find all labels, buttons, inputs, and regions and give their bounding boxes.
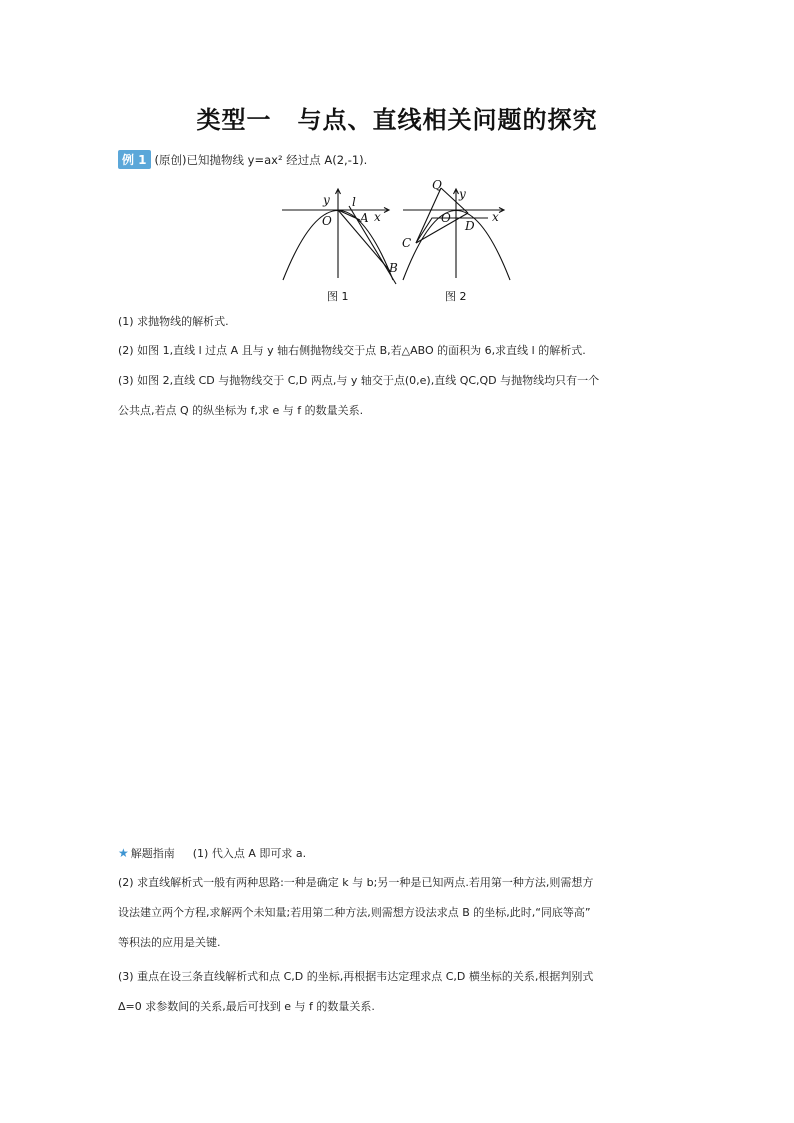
fig1-label-B: B (389, 261, 398, 275)
guide-heading-row (118, 845, 306, 861)
fig2-line-qc (416, 188, 441, 243)
question-2: (2) 如图 1,直线 l 过点 A 且与 y 轴右侧抛物线交于点 B,若△ABO 的面积为 6,求直线 l 的解析式. (118, 344, 586, 357)
fig2-label-Q: Q (432, 178, 442, 192)
example-badge: 例 1 (118, 150, 151, 169)
fig1-label-y: y (323, 193, 330, 207)
guide-line: (2) 求直线解析式一般有两种思路:一种是确定 k 与 b;另一种是已知两点.若用第一种方法,则需想方 (118, 876, 594, 889)
question-3: (3) 如图 2,直线 CD 与抛物线交于 C,D 两点,与 y 轴交于点(0,e),直线 QC,QD 与抛物线均只有一个 (118, 374, 600, 387)
fig2-label-C: C (402, 236, 412, 250)
fig2-label-O: O (441, 211, 451, 225)
fig2-caption: 图 2 (445, 290, 467, 303)
section-title-topic: 与点、直线相关问题的探究 (297, 106, 598, 134)
guide-line: (3) 重点在设三条直线解析式和点 C,D 的坐标,再根据韦达定理求点 C,D 横坐标的关系,根据判别式 (118, 970, 594, 983)
fig1-caption: 图 1 (327, 290, 349, 303)
question-1: (1) 求抛物线的解析式. (118, 315, 229, 328)
guide-line: 设法建立两个方程,求解两个未知量;若用第二种方法,则需想方设法求点 B 的坐标,此时,“同底等高” (118, 906, 591, 919)
guide-item-1: (1) 代入点 A 即可求 a. (192, 847, 307, 860)
figure-2 (403, 188, 510, 280)
guide-heading: 解题指南 (130, 847, 175, 860)
guide-line: 等积法的应用是关键. (118, 936, 221, 949)
fig1-label-O: O (322, 214, 332, 228)
fig2-label-D: D (465, 219, 475, 233)
section-title-type: 类型一 (196, 106, 272, 134)
fig2-labels (402, 178, 499, 250)
fig1-segment-oa (338, 210, 360, 220)
question-3-cont: 公共点,若点 Q 的纵坐标为 f,求 e 与 f 的数量关系. (118, 404, 364, 417)
fig2-label-y: y (459, 187, 466, 201)
figures (278, 178, 518, 308)
fig1-label-l: l (352, 195, 356, 209)
example-intro (118, 150, 367, 169)
guide-line: Δ=0 求参数间的关系,最后可找到 e 与 f 的数量关系. (118, 1000, 375, 1013)
fig1-label-x: x (374, 210, 381, 224)
figure-1 (282, 189, 396, 284)
example-intro-text: (原创)已知抛物线 y=ax² 经过点 A(2,-1). (154, 153, 368, 167)
star-icon: ★ (118, 846, 129, 860)
fig1-labels (322, 193, 398, 275)
fig1-label-A: A (360, 211, 369, 225)
section-title (0, 100, 794, 135)
fig2-label-x: x (492, 210, 499, 224)
